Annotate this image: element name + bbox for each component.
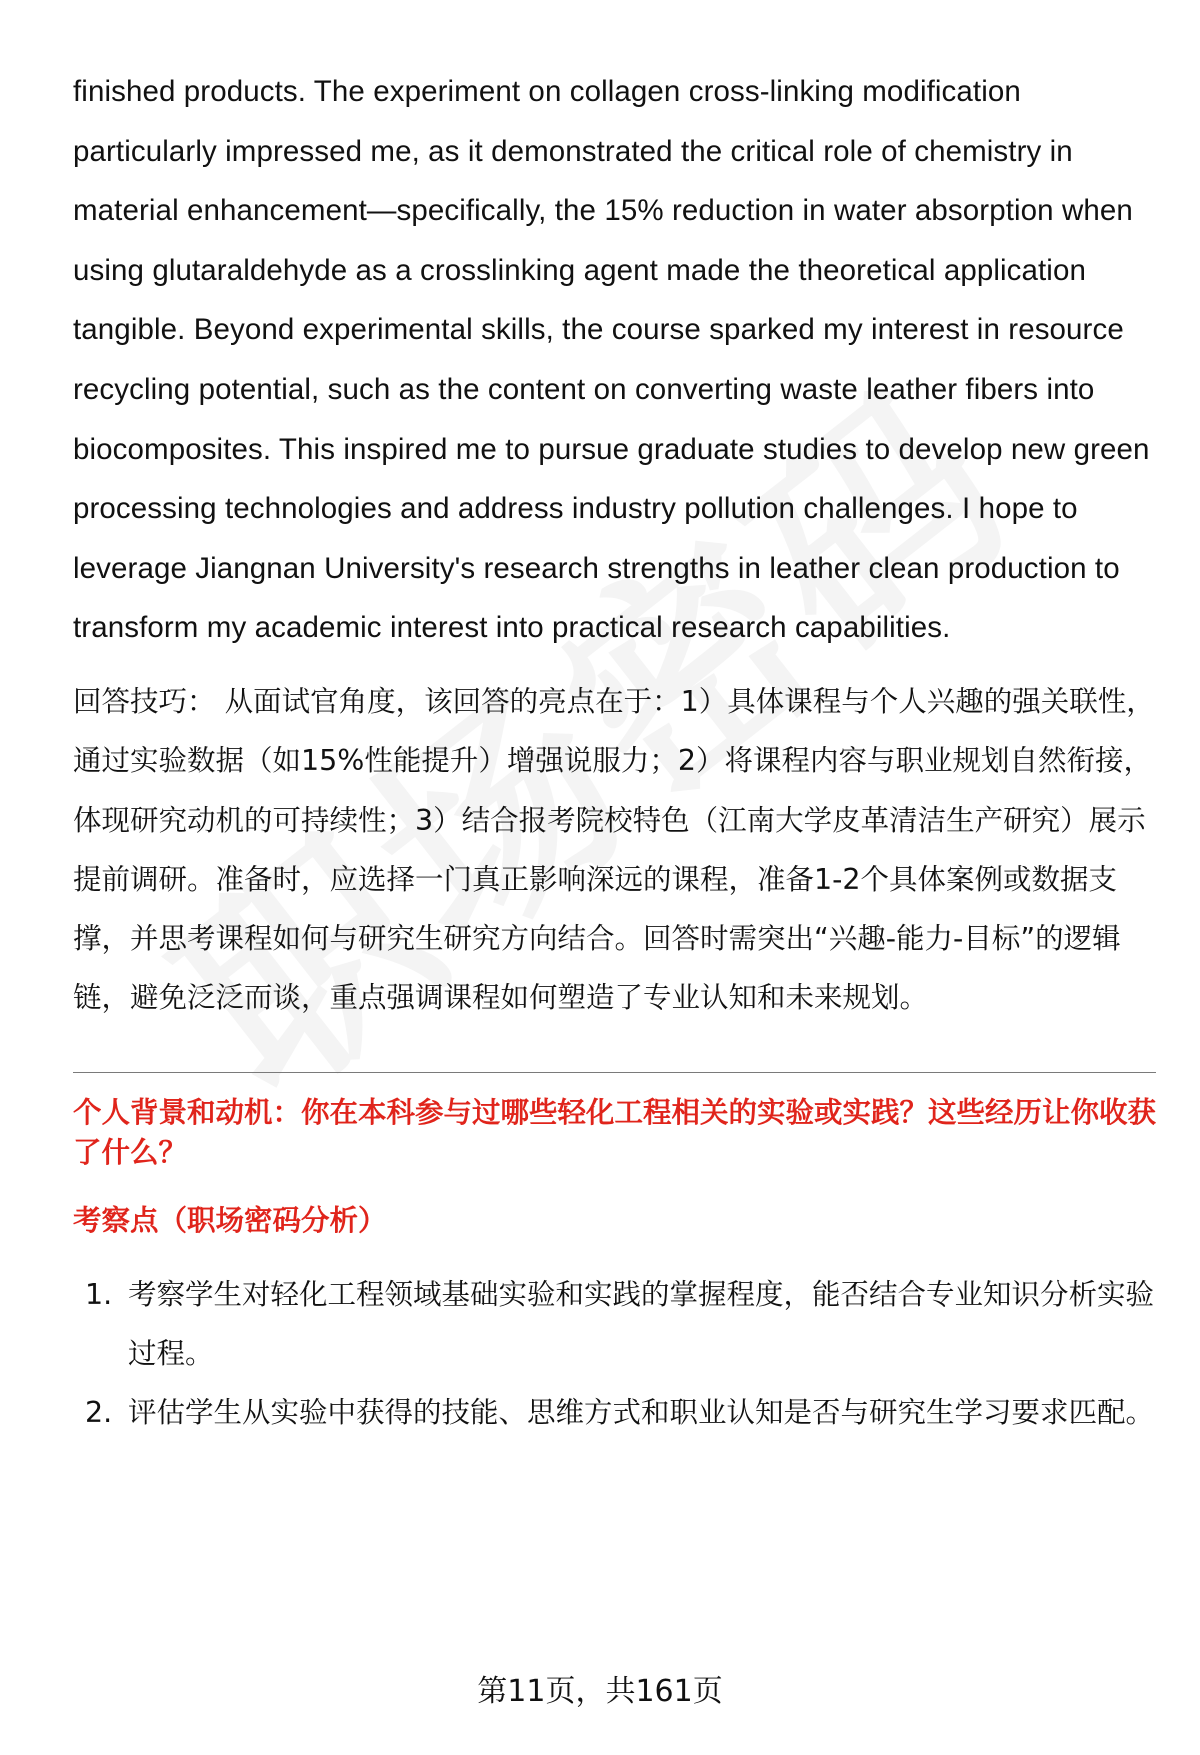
answer-tips <box>73 672 1163 1028</box>
question-heading: 个人背景和动机：你在本科参与过哪些轻化工程相关的实验或实践？这些经历让你收获了什么？ <box>73 1095 1157 1169</box>
section-title: 考察点（职场密码分析） <box>73 1203 387 1237</box>
list-item <box>73 1265 1163 1384</box>
list-item <box>73 1383 1163 1442</box>
page-number: 第11页，共161页 <box>477 1674 723 1709</box>
document-content <box>73 62 1163 1443</box>
assessment-points-list <box>73 1265 1163 1443</box>
answer-paragraph: finished products. The experiment on collagen cross-linking modification particularly impressed me, as it demonstrated the critical role of chemistry in material enhancement—specifically, the 15% reduction in water absorption when using glutaraldehyde as a crosslinking agent made the theoretical application tangible. Beyond experimental skills, the course sparked my interest in resource recycling potential, such as the content on converting waste leather fibers into biocomposites. This inspired me to pursue graduate studies to develop new green processing technologies and address industry pollution challenges. I hope to leverage Jiangnan University's research strengths in leather clean production to transform my academic interest into practical research capabilities. <box>73 75 1150 645</box>
list-item-text: 考察学生对轻化工程领域基础实验和实践的掌握程度，能否结合专业知识分析实验过程。 <box>128 1277 1155 1371</box>
tips-text: 从面试官角度，该回答的亮点在于：1）具体课程与个人兴趣的强关联性，通过实验数据（如15%性能提升）增强说服力；2）将课程内容与职业规划自然衔接，体现研究动机的可持续性；3）结合报考院校特色（江南大学皮革清洁生产研究）展示提前调研。准备时，应选择一门真正影响深远的课程，准备1-2个具体案例或数据支撑，并思考课程如何与研究生研究方向结合。回答时需突出“兴趣-能力-目标”的逻辑链，避免泛泛而谈，重点强调课程如何塑造了专业认知和未来规划。 <box>73 684 1155 1015</box>
section-divider <box>73 1072 1156 1073</box>
list-item-text: 评估学生从实验中获得的技能、思维方式和职业认知是否与研究生学习要求匹配。 <box>128 1396 1155 1430</box>
list-item-number: 2. <box>85 1396 113 1430</box>
list-item-number: 1. <box>85 1277 113 1311</box>
tips-label: 回答技巧： <box>73 684 216 718</box>
